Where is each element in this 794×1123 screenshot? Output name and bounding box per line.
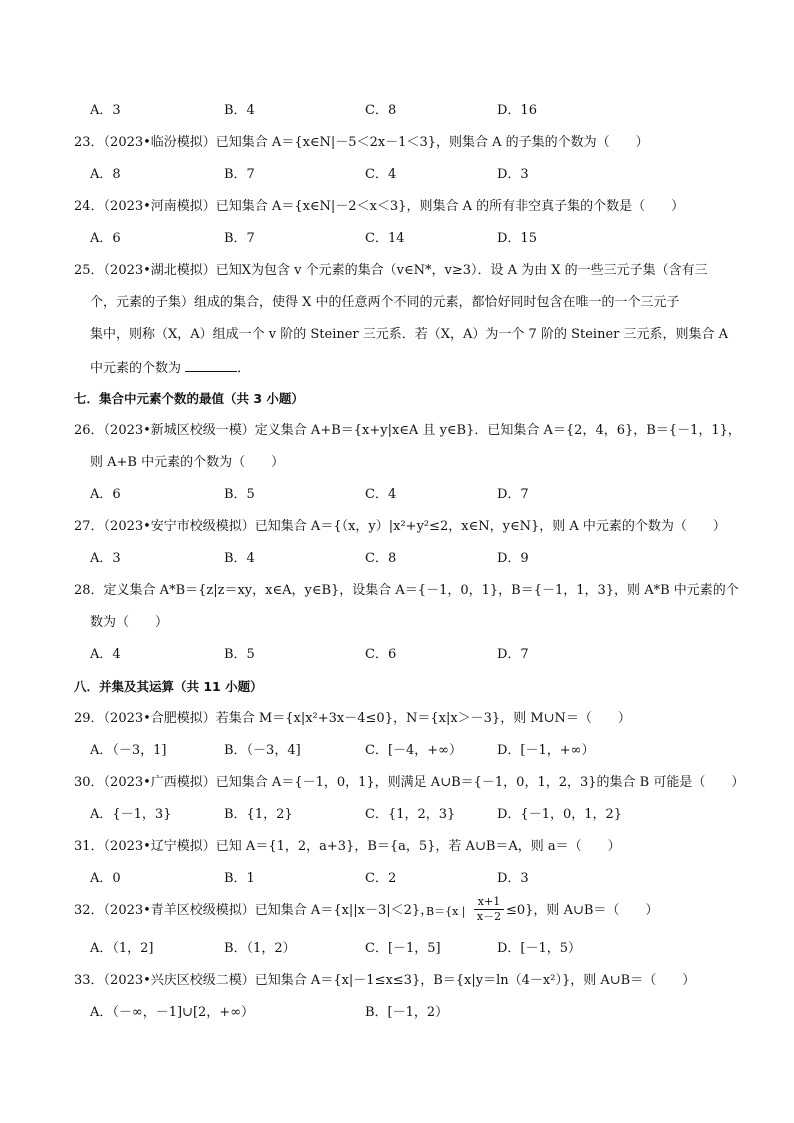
q27-option-d: D．9 [497,551,529,566]
q24-option-b: B．7 [224,231,255,246]
q25-answer-blank [185,359,237,372]
q23-option-c: C．4 [365,167,397,182]
q30-option-a: A．{－1，3} [90,807,172,822]
q26-option-a: A．6 [90,487,121,502]
q22-option-d: D．16 [497,103,537,118]
q30-stem: 30．（2023•广西模拟）已知集合 A＝{－1，0，1}，则满足 A∪B＝{－1，0，1，2，3}的集合 B 可能是（ ） [74,775,745,790]
q30-option-c: C．{1，2，3} [365,807,456,822]
section-heading-7: 七．集合中元素个数的最值（共 3 小题） [74,391,304,406]
q25-stem-line1: 25．（2023•湖北模拟）已知X为包含 v 个元素的集合（v∈N*，v≥3）．设 A 为由 X 的一些三元子集（含有三 [74,263,708,278]
q28-stem-line1: 28．定义集合 A*B＝{z|z＝xy，x∈A，y∈B}，设集合 A＝{－1，0，1}，B＝{－1，1，3}，则 A*B 中元素的个 [74,583,739,598]
q27-option-b: B．4 [224,551,255,566]
q24-option-c: C．14 [365,231,405,246]
q29-option-d: D．[－1，+∞） [497,743,595,758]
q23-option-d: D．3 [497,167,529,182]
q27-option-c: C．8 [365,551,397,566]
q22-option-c: C．8 [365,103,397,118]
q32-option-d: D．[－1，5） [497,941,582,956]
q28-option-a: A．4 [90,647,121,662]
q24-option-a: A．6 [90,231,121,246]
q23-option-a: A．8 [90,167,121,182]
q32-option-c: C．[－1，5] [365,941,441,956]
q22-option-a: A．3 [90,103,121,118]
q31-option-c: C．2 [365,871,397,886]
q26-stem-line2: 则 A+B 中元素的个数为（ ） [90,455,285,470]
q27-stem: 27．（2023•安宁市校级模拟）已知集合 A＝{（x，y）|x²+y²≤2，x∈N，y∈N}，则 A 中元素的个数为（ ） [74,519,726,534]
q23-option-b: B．7 [224,167,255,182]
q33-option-b: B．[－1，2） [365,1005,449,1020]
q30-option-d: D．{－1，0，1，2} [497,807,623,822]
q29-option-c: C．[－4，+∞） [365,743,463,758]
q28-option-d: D．7 [497,647,529,662]
q25-stem-text: 中元素的个数为 [90,361,182,376]
q28-stem-line2: 数为（ ） [90,615,169,630]
q32-option-a: A．（1，2] [90,941,154,956]
q33-option-a: A．（－∞，－1]∪[2，+∞） [90,1005,255,1020]
q32-option-b: B．（1，2） [224,941,296,956]
q31-stem: 31．（2023•辽宁模拟）已知 A＝{1，2，a+3}，B＝{a，5}，若 A∪B＝A，则 a＝（ ） [74,839,621,854]
q32-fraction [474,896,504,923]
q25-stem-line2: 个，元素的子集）组成的集合，使得 X 中的任意两个不同的元素，都恰好同时包含在唯一的一个三元子 [90,295,680,310]
q31-option-b: B．1 [224,871,255,886]
q32-stem [74,903,433,919]
section-heading-8: 八．并集及其运算（共 11 小题） [74,679,263,694]
q32-set-b-prefix: B＝{x | [426,905,466,918]
q27-option-a: A．3 [90,551,121,566]
q32-fraction-numerator: x+1 [477,895,501,908]
q25-period: ． [237,361,251,376]
q31-option-d: D．3 [497,871,529,886]
q32-fraction-denominator: x－2 [476,910,502,923]
q25-stem-line3: 集中，则称（X，A）组成一个 v 阶的 Steiner 三元系．若（X，A）为一个 7 阶的 Steiner 三元系，则集合 A [90,327,729,342]
q33-stem: 33．（2023•兴庆区校级二模）已知集合 A＝{x|－1≤x≤3}，B＝{x|y＝ln（4－x²）}，则 A∪B＝（ ） [74,973,696,988]
q29-option-a: A．（－3，1] [90,743,167,758]
q26-option-b: B．5 [224,487,255,502]
q24-option-d: D．15 [497,231,537,246]
q25-stem-line4 [90,359,250,377]
q28-option-b: B．5 [224,647,255,662]
q29-option-b: B．（－3，4] [224,743,301,758]
q31-option-a: A．0 [90,871,121,886]
q26-option-c: C．4 [365,487,397,502]
q29-stem: 29．（2023•合肥模拟）若集合 M＝{x|x²+3x－4≤0}，N＝{x|x＞－3}，则 M∪N＝（ ） [74,711,631,726]
q26-stem-line1: 26．（2023•新城区校级一模）定义集合 A+B＝{x+y|x∈A 且 y∈B}．已知集合 A＝{2，4，6}，B＝{－1，1}， [74,423,741,438]
q24-stem: 24．（2023•河南模拟）已知集合 A＝{x∈N|－2＜x＜3}，则集合 A 的所有非空真子集的个数是（ ） [74,199,685,214]
q32-stem-text: 32．（2023•青羊区校级模拟）已知集合 A＝{x||x－3|＜2}， [74,903,434,918]
q28-option-c: C．6 [365,647,397,662]
q23-stem: 23．（2023•临汾模拟）已知集合 A＝{x∈N|－5＜2x－1＜3}，则集合 A 的子集的个数为（ ） [74,135,649,150]
q32-set-b-suffix: ≤0}，则 A∪B＝（ ） [506,903,659,918]
q26-option-d: D．7 [497,487,529,502]
q22-option-b: B．4 [224,103,255,118]
q30-option-b: B．{1，2} [224,807,293,822]
